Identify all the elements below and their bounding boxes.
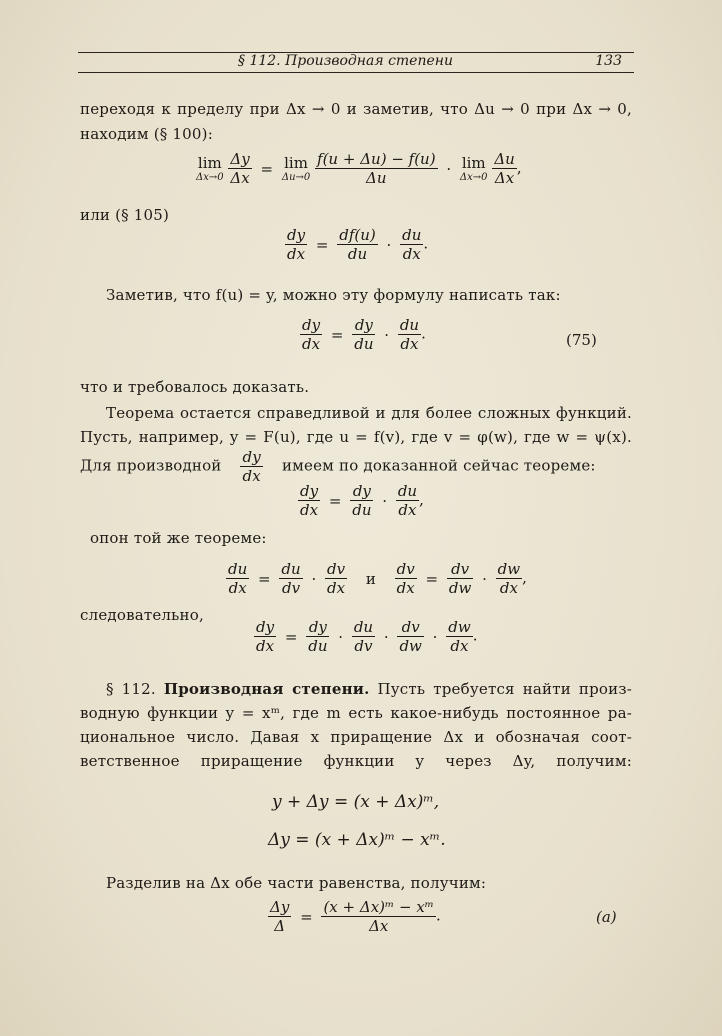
- lim-operator-2: lim Δu→0: [281, 154, 311, 183]
- equation-a: $\frac{\Delta y}{\Delta}$ = $\frac{\text{(x + Δx)ᵐ − xᵐ}}{\Delta x}$ .: [270, 898, 441, 935]
- fraction: $\frac{dy}{dx}$: [256, 618, 275, 655]
- fraction: $\frac{dv}{dx}$: [327, 560, 346, 597]
- fraction: $\frac{dy}{dx}$: [302, 316, 321, 353]
- section-112-line-1: § 112. Производная степени. Пусть требуется найти произ-: [106, 680, 632, 698]
- paragraph-3: Заметив, что f(u) = y, можно эту формулу написать так:: [106, 286, 561, 304]
- fraction: $\frac{dy}{du}$: [352, 482, 372, 519]
- fraction: $\frac{du}{dx}$: [399, 316, 420, 353]
- paragraph-5-line-3: Для производной $\frac{dy}{dx}$ имеем по доказанной сейчас теореме:: [80, 448, 596, 485]
- fraction: $\frac{\text{(x + Δx)ᵐ − xᵐ}}{\Delta x}$: [323, 898, 434, 935]
- equation-chain-4: $\frac{dy}{dx}$ = $\frac{dy}{du}$ · $\frac{du}{dv}$ · $\frac{dv}{dw}$ · $\frac{dw}{dx}$ .: [256, 618, 478, 655]
- section-112-line-4: ветственное приращение функции y через Δy, получим:: [80, 752, 632, 770]
- equation-75: $\frac{dy}{dx}$ = $\frac{dy}{du}$ · $\frac{du}{dx}$ .: [302, 316, 426, 353]
- paragraph-8: Разделив на Δx обе части равенства, получим:: [106, 874, 487, 892]
- equation-increment: y + Δy = (x + Δx)ᵐ,: [272, 792, 440, 812]
- fraction: $\frac{dv}{dw}$: [448, 560, 472, 597]
- lim-operator-3: lim Δx→0: [459, 154, 488, 183]
- header-title: § 112. Производная степени: [238, 53, 454, 69]
- equation-delta-y: Δy = (x + Δx)ᵐ − xᵐ.: [268, 830, 446, 850]
- equation-number-75: (75): [566, 331, 597, 349]
- running-header: [78, 48, 634, 78]
- paragraph-5-line-1: Теорема остается справедливой и для более сложных функций.: [106, 404, 632, 422]
- fraction: $\frac{\Delta y}{\Delta x}$: [230, 150, 250, 187]
- equation-chain-3: $\frac{du}{dx}$ = $\frac{du}{dv}$ · $\frac{dv}{dx}$ и $\frac{dv}{dx}$ = $\frac{dv}{dw}$ · $\frac{dw}{dx}$ ,: [228, 560, 527, 597]
- paragraph-7: следовательно,: [80, 606, 204, 624]
- equation-chain-1: $\frac{dy}{dx}$ = $\frac{df(u)}{du}$ · $\frac{du}{dx}$ .: [287, 226, 429, 263]
- fraction: $\frac{dy}{du}$: [354, 316, 374, 353]
- fraction: $\frac{\Delta u}{\Delta x}$: [494, 150, 515, 187]
- equation-number-a: (a): [596, 908, 617, 926]
- header-rule-bottom: [78, 72, 634, 73]
- lim-operator-1: lim Δx→0: [196, 154, 224, 183]
- equation-limit: lim Δx→0 $\frac{\Delta y}{\Delta x}$ = lim Δu→0 $\frac{f(u + \Delta u) - f(u)}{\Delta u}$ · lim Δx→0 $\frac{\Delta u}{\Delta x}$ ,: [196, 150, 522, 187]
- paragraph-4: что и требовалось доказать.: [80, 378, 310, 396]
- fraction: $\frac{dy}{dx}$: [300, 482, 319, 519]
- fraction: $\frac{f(u + \Delta u) - f(u)}{\Delta u}$: [317, 150, 436, 187]
- fraction: $\frac{du}{dx}$: [402, 226, 422, 263]
- fraction: $\frac{dw}{dx}$: [448, 618, 471, 655]
- fraction: $\frac{du}{dv}$: [353, 618, 374, 655]
- fraction: $\frac{du}{dv}$: [281, 560, 301, 597]
- fraction: $\frac{dv}{dx}$: [396, 560, 415, 597]
- fraction: $\frac{\Delta y}{\Delta}$: [270, 898, 290, 935]
- paragraph-1-line-1: переходя к пределу при Δx → 0 и заметив, что Δu → 0 при Δx → 0,: [80, 100, 632, 118]
- fraction: $\frac{df(u)}{du}$: [339, 226, 376, 263]
- section-112-line-3: циональное число. Давая x приращение Δx и обозначая соот-: [80, 728, 632, 746]
- paragraph-6: опон той же теореме:: [90, 529, 267, 547]
- equation-chain-2: $\frac{dy}{dx}$ = $\frac{dy}{du}$ · $\frac{du}{dx}$ ,: [300, 482, 424, 519]
- paragraph-5-line-2: Пусть, например, y = F(u), где u = f(v), где v = φ(w), где w = ψ(x).: [80, 428, 632, 446]
- fraction: $\frac{du}{dx}$: [397, 482, 418, 519]
- fraction-dy-dx: $\frac{dy}{dx}$: [242, 448, 261, 485]
- fraction: $\frac{dw}{dx}$: [497, 560, 521, 597]
- fraction: $\frac{dy}{dx}$: [287, 226, 306, 263]
- fraction: $\frac{dv}{dw}$: [399, 618, 422, 655]
- fraction: $\frac{du}{dx}$: [228, 560, 248, 597]
- paragraph-2: или (§ 105): [80, 206, 170, 224]
- section-heading: Производная степени.: [163, 680, 370, 698]
- page-number: 133: [595, 53, 622, 69]
- fraction: $\frac{dy}{du}$: [308, 618, 328, 655]
- paragraph-1-line-2: находим (§ 100):: [80, 125, 213, 143]
- section-112-line-2: водную функции y = xᵐ, где m есть какое-нибудь постоянное ра-: [80, 704, 632, 722]
